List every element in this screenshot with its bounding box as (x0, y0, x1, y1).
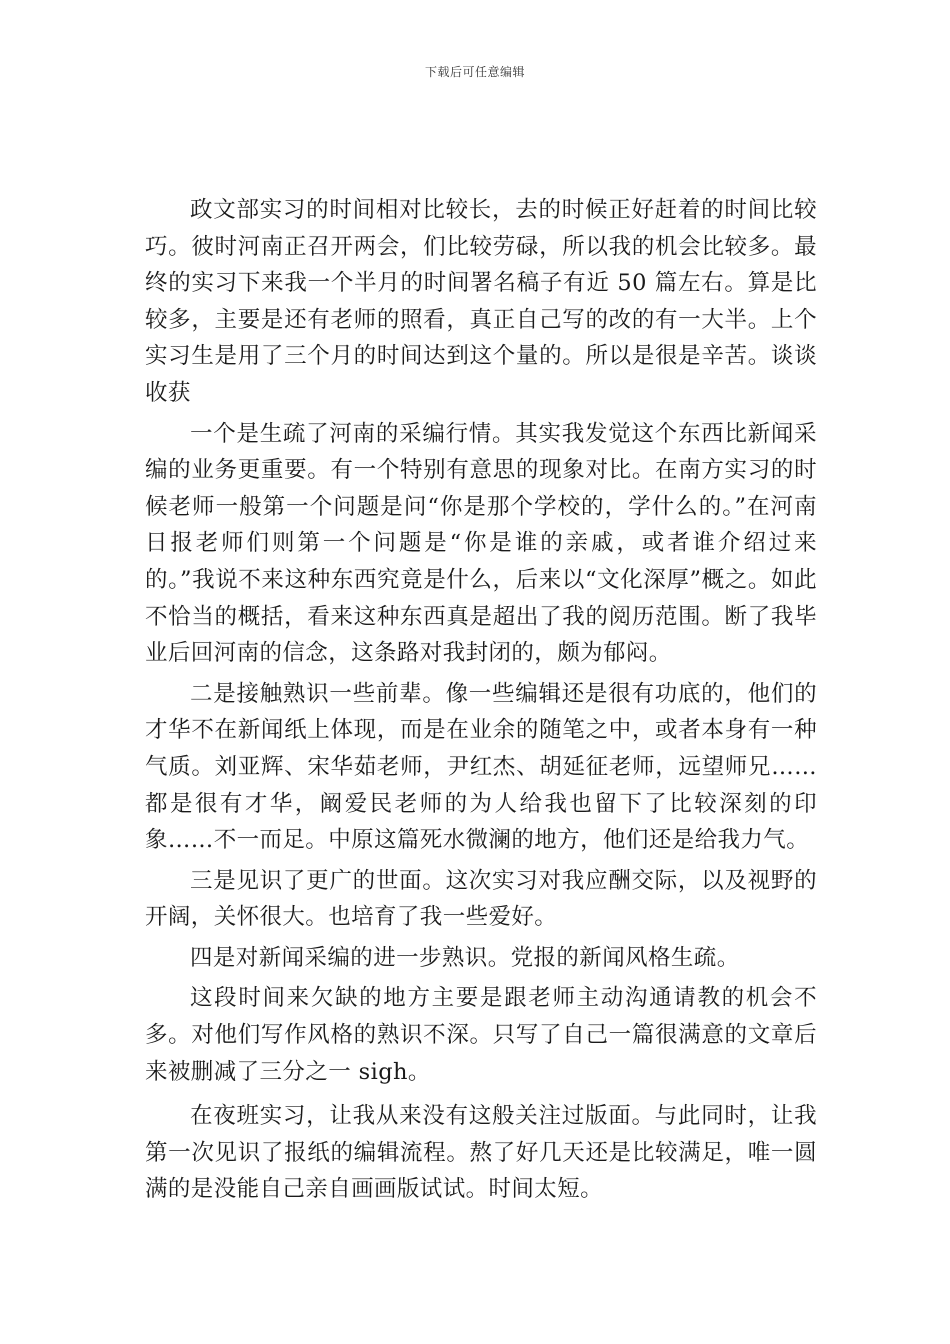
paragraph: 在夜班实习，让我从来没有这般关注过版面。与此同时，让我第一次见识了报纸的编辑流程。熬了好几天还是比较满足，唯一圆满的是没能自己亲自画画版试试。时间太短。 (145, 1103, 817, 1203)
paragraph: 政文部实习的时间相对比较长，去的时候正好赶着的时间比较巧。彼时河南正召开两会，们比较劳碌，所以我的机会比较多。最终的实习下来我一个半月的时间署名稿子有近 50 篇左右。算是比较多，主要是还有老师的照看，真正自己写的改的有一大半。上个实习生是用了三个月的时间达到这个量的。所以是很是辛苦。谈谈收获 (145, 197, 817, 406)
paragraph: 这段时间来欠缺的地方主要是跟老师主动沟通请教的机会不多。对他们写作风格的熟识不深。只写了自己一篇很满意的文章后来被删减了三分之一 sigh。 (145, 985, 817, 1085)
page-header: 下载后可任意编辑 (424, 65, 525, 79)
paragraph: 一个是生疏了河南的采编行情。其实我发觉这个东西比新闻采编的业务更重要。有一个特别有意思的现象对比。在南方实习的时候老师一般第一个问题是问“你是那个学校的，学什么的。”在河南日报老师们则第一个问题是“你是谁的亲戚，或者谁介绍过来的。”我说不来这种东西究竟是什么，后来以“文化深厚”概之。如此不恰当的概括，看来这种东西真是超出了我的阅历范围。断了我毕业后回河南的信念，这条路对我封闭的，颇为郁闷。 (145, 420, 817, 667)
document-body (145, 192, 817, 1212)
paragraph: 二是接触熟识一些前辈。像一些编辑还是很有功底的，他们的才华不在新闻纸上体现，而是在业余的随笔之中，或者本身有一种气质。刘亚辉、宋华茹老师，尹红杰、胡延征老师，远望师兄……都是很有才华，阚爱民老师的为人给我也留下了比较深刻的印象……不一而足。中原这篇死水微澜的地方，他们还是给我力气。 (145, 680, 817, 854)
paragraph: 四是对新闻采编的进一步熟识。党报的新闻风格生疏。 (190, 944, 740, 971)
paragraph: 三是见识了更广的世面。这次实习对我应酬交际，以及视野的开阔，关怀很大。也培育了我一些爱好。 (145, 867, 817, 931)
